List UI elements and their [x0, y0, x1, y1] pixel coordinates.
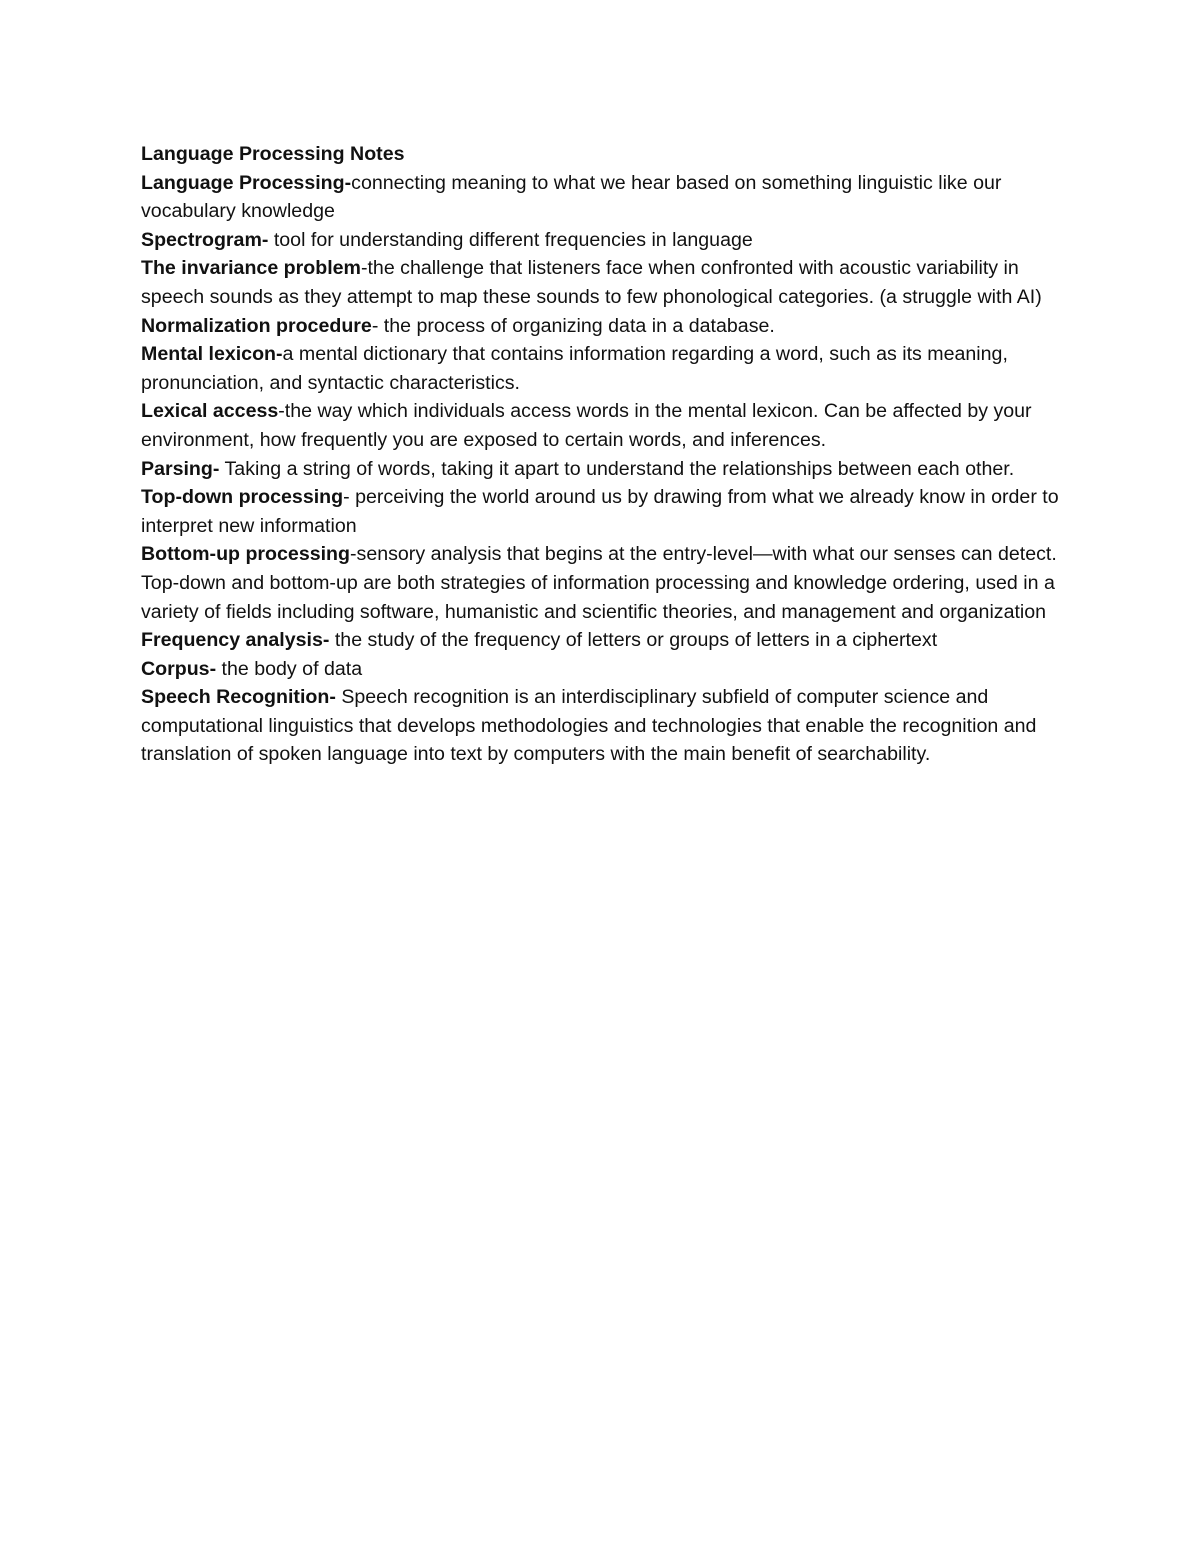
definition-text: -sensory analysis that begins at the entry-level—with what our senses can detect. Top-down and bottom-up are both strategies of information processing and knowledge ordering, used in a variety of fields including software, humanistic and scientific theories, and management and organization — [141, 543, 1057, 623]
definition-entry — [141, 683, 1059, 769]
definition-text: -the challenge that listeners face when confronted with acoustic variability in speech sounds as they attempt to map these sounds to few phonological categories. (a struggle with AI) — [141, 257, 1042, 308]
definition-entry — [141, 455, 1059, 484]
definition-text: -the way which individuals access words in the mental lexicon. Can be affected by your environment, how frequently you are exposed to certain words, and inferences. — [141, 400, 1032, 451]
definition-text: Speech recognition is an interdisciplinary subfield of computer science and computational linguistics that develops methodologies and technologies that enable the recognition and translation of spoken language into text by computers with the main benefit of searchability. — [141, 686, 1037, 766]
definition-text: a mental dictionary that contains information regarding a word, such as its meaning, pronunciation, and syntactic characteristics. — [141, 343, 1008, 394]
term: Speech Recognition- — [141, 686, 336, 709]
term: Normalization procedure — [141, 314, 372, 337]
term: Parsing- — [141, 457, 220, 480]
definition-text: tool for understanding different frequencies in language — [268, 228, 753, 251]
definition-text: - the process of organizing data in a database. — [371, 314, 775, 337]
term: The invariance problem — [141, 257, 361, 280]
term: Mental lexicon- — [141, 343, 283, 366]
definition-entry — [141, 226, 1059, 255]
term: Bottom-up processing — [141, 543, 350, 566]
term: Language Processing- — [141, 171, 352, 194]
term: Top-down processing — [141, 486, 344, 509]
term: Spectrogram- — [141, 228, 269, 251]
definition-entry — [141, 397, 1059, 454]
definition-entry — [141, 312, 1059, 341]
definition-entry — [141, 340, 1059, 397]
definition-entry — [141, 626, 1059, 655]
definition-entry — [141, 254, 1059, 311]
term: Lexical access — [141, 400, 279, 423]
definition-text: connecting meaning to what we hear based on something linguistic like our vocabulary knowledge — [141, 171, 1002, 223]
document-title: Language Processing Notes — [141, 143, 405, 165]
definition-entry — [141, 655, 1059, 684]
definition-text: - perceiving the world around us by drawing from what we already know in order to interpret new information — [141, 486, 1059, 537]
term: Corpus- — [141, 657, 217, 680]
definition-entry — [141, 169, 1059, 226]
definition-entry — [141, 540, 1059, 626]
notes-content — [141, 140, 1059, 769]
definition-text: Taking a string of words, taking it apart to understand the relationships between each other. — [219, 457, 1015, 480]
definition-text: the body of data — [216, 657, 363, 680]
definition-entry — [141, 483, 1059, 540]
definition-text: the study of the frequency of letters or groups of letters in a ciphertext — [329, 629, 938, 652]
term: Frequency analysis- — [141, 629, 330, 652]
